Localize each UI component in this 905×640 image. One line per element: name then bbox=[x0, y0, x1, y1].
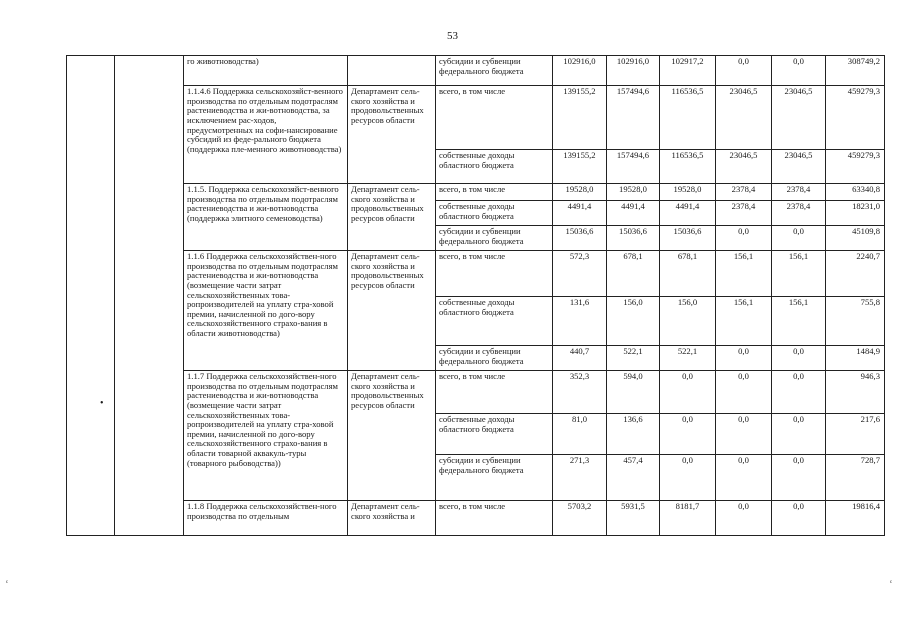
value-cell: 678,1 bbox=[607, 251, 660, 297]
value-cell: 156,1 bbox=[772, 297, 826, 346]
value-cell: 116536,5 bbox=[660, 86, 716, 150]
program-cell: 1.1.7 Поддержка сельскохозяйствен-ного производства по отдельным подотраслям растениеводства и жи-вотноводства (возмещение части затрат сельскохозяйственных това-ропроизводителей на уплату стра-ховой премии, начисленной по дого-вору сельскохозяйственного страхо-вания в области товарной аквакуль-туры (товарного рыбоводства)) bbox=[184, 371, 348, 501]
table-row bbox=[67, 371, 885, 414]
value-cell: 4491,4 bbox=[660, 201, 716, 226]
program-cell: 1.1.8 Поддержка сельскохозяйствен-ного производства по отдельным bbox=[184, 501, 348, 536]
value-cell: 0,0 bbox=[716, 371, 772, 414]
value-cell: 0,0 bbox=[772, 346, 826, 371]
value-cell: 0,0 bbox=[660, 371, 716, 414]
table-row bbox=[67, 56, 885, 86]
value-cell: 0,0 bbox=[772, 371, 826, 414]
table-row bbox=[67, 501, 885, 536]
value-cell: 156,0 bbox=[607, 297, 660, 346]
table-row bbox=[67, 86, 885, 150]
source-cell: всего, в том числе bbox=[436, 251, 553, 297]
source-cell: собственные доходы областного бюджета bbox=[436, 201, 553, 226]
executor-cell bbox=[348, 56, 436, 86]
value-cell: 157494,6 bbox=[607, 150, 660, 184]
program-cell: го животноводства) bbox=[184, 56, 348, 86]
right-edge-mark: ᶜ bbox=[890, 578, 893, 587]
total-cell: 18231,0 bbox=[826, 201, 885, 226]
table-row bbox=[67, 251, 885, 297]
value-cell: 102916,0 bbox=[553, 56, 607, 86]
source-cell: всего, в том числе bbox=[436, 371, 553, 414]
total-cell: 728,7 bbox=[826, 455, 885, 501]
total-cell: 2240,7 bbox=[826, 251, 885, 297]
value-cell: 522,1 bbox=[660, 346, 716, 371]
value-cell: 15036,6 bbox=[660, 226, 716, 251]
executor-cell: Департамент сель-ского хозяйства и продовольственных ресурсов области bbox=[348, 251, 436, 371]
value-cell: 0,0 bbox=[772, 414, 826, 455]
program-cell: 1.1.5. Поддержка сельскохозяйст-венного производства по отдельным подотраслям растениеводства и жи-вотноводства (поддержка элитного семеноводства) bbox=[184, 184, 348, 251]
source-cell: субсидии и субвенции федерального бюджета bbox=[436, 226, 553, 251]
value-cell: 157494,6 bbox=[607, 86, 660, 150]
value-cell: 102917,2 bbox=[660, 56, 716, 86]
page-number: 53 bbox=[447, 30, 458, 42]
value-cell: 4491,4 bbox=[553, 201, 607, 226]
value-cell: 81,0 bbox=[553, 414, 607, 455]
source-cell: собственные доходы областного бюджета bbox=[436, 414, 553, 455]
executor-cell: Департамент сель-ского хозяйства и продовольственных ресурсов области bbox=[348, 371, 436, 501]
value-cell: 136,6 bbox=[607, 414, 660, 455]
source-cell: всего, в том числе bbox=[436, 501, 553, 536]
value-cell: 0,0 bbox=[772, 501, 826, 536]
value-cell: 5931,5 bbox=[607, 501, 660, 536]
value-cell: 572,3 bbox=[553, 251, 607, 297]
value-cell: 156,1 bbox=[716, 297, 772, 346]
value-cell: 0,0 bbox=[660, 414, 716, 455]
value-cell: 352,3 bbox=[553, 371, 607, 414]
value-cell: 23046,5 bbox=[716, 150, 772, 184]
total-cell: 308749,2 bbox=[826, 56, 885, 86]
total-cell: 946,3 bbox=[826, 371, 885, 414]
source-cell: субсидии и субвенции федерального бюджета bbox=[436, 455, 553, 501]
value-cell: 457,4 bbox=[607, 455, 660, 501]
source-cell: всего, в том числе bbox=[436, 184, 553, 201]
value-cell: 0,0 bbox=[772, 226, 826, 251]
table-row bbox=[67, 184, 885, 201]
value-cell: 4491,4 bbox=[607, 201, 660, 226]
value-cell: 2378,4 bbox=[716, 184, 772, 201]
budget-table bbox=[66, 55, 885, 536]
value-cell: 0,0 bbox=[716, 56, 772, 86]
value-cell: 15036,6 bbox=[607, 226, 660, 251]
value-cell: 0,0 bbox=[716, 346, 772, 371]
total-cell: 459279,3 bbox=[826, 150, 885, 184]
program-cell: 1.1.6 Поддержка сельскохозяйствен-ного производства по отдельным подотраслям растениеводства и жи-вотноводства (возмещение части затрат сельскохозяйственных това-ропроизводителей на уплату стра-ховой премии, начисленной по дого-вору сельскохозяйственного страхо-вания в области животноводства) bbox=[184, 251, 348, 371]
source-cell: всего, в том числе bbox=[436, 86, 553, 150]
value-cell: 0,0 bbox=[772, 455, 826, 501]
bullet-mark: • bbox=[100, 398, 104, 409]
total-cell: 19816,4 bbox=[826, 501, 885, 536]
value-cell: 522,1 bbox=[607, 346, 660, 371]
blank-col-b bbox=[115, 56, 184, 536]
total-cell: 459279,3 bbox=[826, 86, 885, 150]
left-edge-mark: ᶜ bbox=[6, 578, 9, 587]
value-cell: 5703,2 bbox=[553, 501, 607, 536]
value-cell: 440,7 bbox=[553, 346, 607, 371]
value-cell: 0,0 bbox=[716, 501, 772, 536]
source-cell: субсидии и субвенции федерального бюджета bbox=[436, 56, 553, 86]
source-cell: собственные доходы областного бюджета bbox=[436, 297, 553, 346]
value-cell: 2378,4 bbox=[716, 201, 772, 226]
value-cell: 271,3 bbox=[553, 455, 607, 501]
value-cell: 19528,0 bbox=[660, 184, 716, 201]
source-cell: субсидии и субвенции федерального бюджета bbox=[436, 346, 553, 371]
total-cell: 217,6 bbox=[826, 414, 885, 455]
executor-cell: Департамент сель-ского хозяйства и продовольственных ресурсов области bbox=[348, 86, 436, 184]
value-cell: 678,1 bbox=[660, 251, 716, 297]
value-cell: 139155,2 bbox=[553, 150, 607, 184]
value-cell: 0,0 bbox=[716, 455, 772, 501]
value-cell: 0,0 bbox=[772, 56, 826, 86]
value-cell: 156,1 bbox=[772, 251, 826, 297]
value-cell: 23046,5 bbox=[772, 86, 826, 150]
value-cell: 19528,0 bbox=[553, 184, 607, 201]
value-cell: 2378,4 bbox=[772, 184, 826, 201]
executor-cell: Департамент сель-ского хозяйства и bbox=[348, 501, 436, 536]
blank-col-a bbox=[67, 56, 115, 536]
total-cell: 755,8 bbox=[826, 297, 885, 346]
total-cell: 63340,8 bbox=[826, 184, 885, 201]
value-cell: 8181,7 bbox=[660, 501, 716, 536]
value-cell: 15036,6 bbox=[553, 226, 607, 251]
value-cell: 23046,5 bbox=[772, 150, 826, 184]
value-cell: 102916,0 bbox=[607, 56, 660, 86]
value-cell: 23046,5 bbox=[716, 86, 772, 150]
value-cell: 156,1 bbox=[716, 251, 772, 297]
value-cell: 131,6 bbox=[553, 297, 607, 346]
value-cell: 0,0 bbox=[660, 455, 716, 501]
value-cell: 2378,4 bbox=[772, 201, 826, 226]
value-cell: 156,0 bbox=[660, 297, 716, 346]
total-cell: 45109,8 bbox=[826, 226, 885, 251]
total-cell: 1484,9 bbox=[826, 346, 885, 371]
executor-cell: Департамент сель-ского хозяйства и продовольственных ресурсов области bbox=[348, 184, 436, 251]
value-cell: 19528,0 bbox=[607, 184, 660, 201]
value-cell: 594,0 bbox=[607, 371, 660, 414]
value-cell: 139155,2 bbox=[553, 86, 607, 150]
value-cell: 0,0 bbox=[716, 226, 772, 251]
program-cell: 1.1.4.6 Поддержка сельскохозяйст-венного производства по отдельным подотраслям растениеводства и жи-вотноводства, за исключением рас-ходов, предусмотренных на софи-нансирование субсидий из феде-рального бюджета (поддержка пле-менного животноводства) bbox=[184, 86, 348, 184]
value-cell: 116536,5 bbox=[660, 150, 716, 184]
value-cell: 0,0 bbox=[716, 414, 772, 455]
source-cell: собственные доходы областного бюджета bbox=[436, 150, 553, 184]
